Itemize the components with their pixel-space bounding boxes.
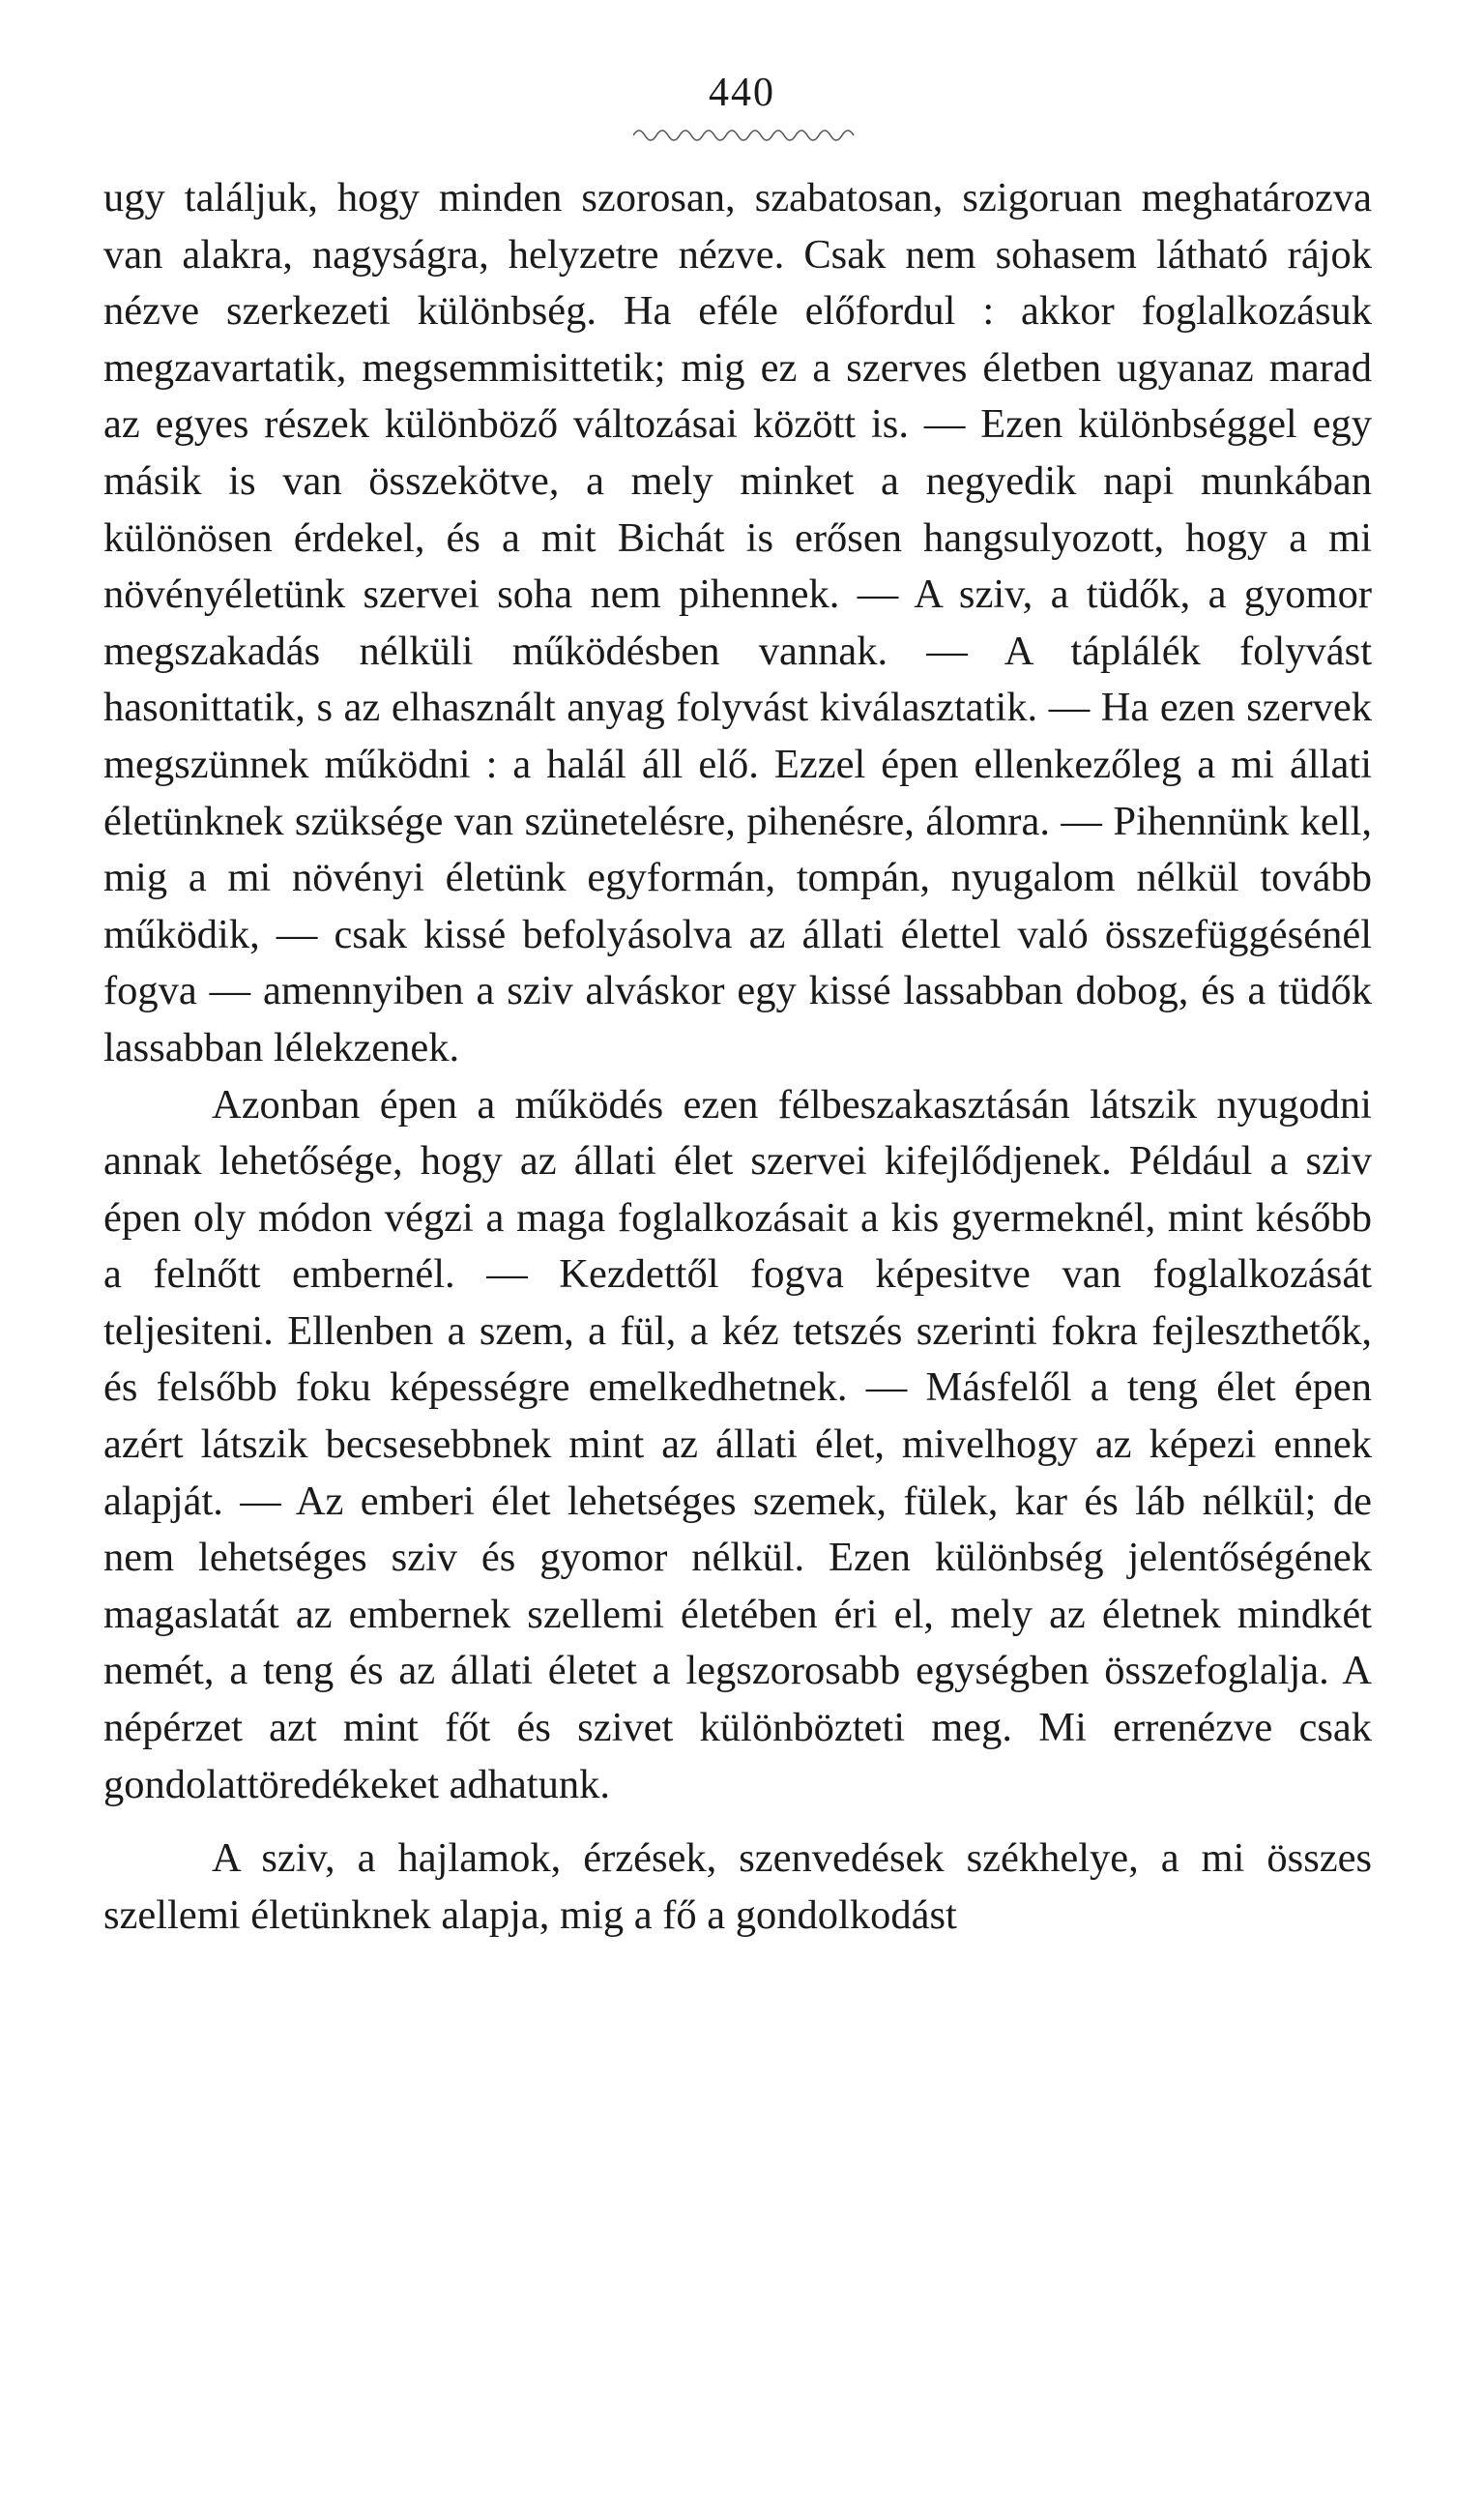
wavy-rule-ornament <box>633 124 856 147</box>
paragraph-continuation: ugy találjuk, hogy minden szorosan, szabatosan, szigoruan meghatározva van alakra, nagyságra, helyzetre nézve. Csak nem sohasem látható rájok nézve szerkezeti különbség. Ha eféle előfordul : akkor foglalkozásuk megzavartatik, megsemmisittetik; mig ez a szerves életben ugyanaz marad az egyes részek különböző változásai között is. — Ezen különbséggel egy másik is van összekötve, a mely minket a negyedik napi munkában különösen érdekel, és a mit Bichát is erősen hangsulyozott, hogy a mi növényéletünk szervei soha nem pihennek. — A sziv, a tüdők, a gyomor megszakadás nélküli működésben vannak. — A táplálék folyvást hasonittatik, s az elhasznált anyag folyvást kiválasztatik. — Ha ezen szervek megszünnek működni : a halál áll elő. Ezzel épen ellenkezőleg a mi állati életünknek szüksége van szünetelésre, pihenésre, álomra. — Pihennünk kell, mig a mi növényi életünk egyformán, tompán, nyugalom nélkül tovább működik, — csak kissé befolyásolva az állati élettel való összefüggésénél fogva — amennyiben a sziv alváskor egy kissé lassabban dobog, és a tüdők lassabban lélekzenek. <box>103 175 1372 1070</box>
paragraph-azonban: Azonban épen a működés ezen félbeszakasztásán látszik nyugodni annak lehetősége, hogy az állati élet szervei kifejlődjenek. Például a sziv épen oly módon végzi a maga foglalkozásait a kis gyermeknél, mint később a felnőtt embernél. — Kezdettől fogva képesitve van foglalkozását teljesiteni. Ellenben a szem, a fül, a kéz tetszés szerinti fokra fejleszthetők, és felsőbb foku képességre emelkedhetnek. — Másfelől a teng élet épen azért látszik becsesebbnek mint az állati élet, mivelhogy az képezi ennek alapját. — Az emberi élet lehetséges szemek, fülek, kar és láb nélkül; de nem lehetséges sziv és gyomor nélkül. Ezen különbség jelentőségének magaslatát az embernek szellemi életében éri el, mely az életnek mindkét nemét, a teng és az állati életet a legszorosabb egységben összefoglalja. A népérzet azt mint főt és szivet különbözteti meg. Mi errenézve csak gondolattöredékeket adhatunk. <box>103 1081 1372 1807</box>
paragraph-a-sziv: A sziv, a hajlamok, érzések, szenvedések székhelye, a mi összes szellemi életünknek alapja, mig a fő a gondolkodást <box>103 1835 1372 1938</box>
page-number: 440 <box>709 71 775 115</box>
body-text <box>103 170 1372 1944</box>
